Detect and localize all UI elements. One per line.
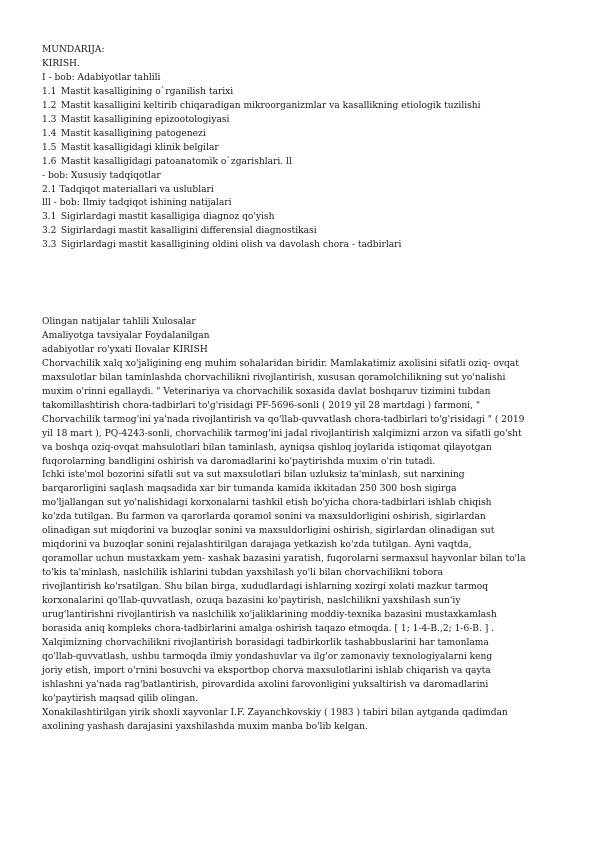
toc-item-number: 1.3 (42, 114, 57, 125)
text-line: va boshqa oziq-ovqat mahsulotlari bilan taminlash, ayniqsa qishloq joylarida istiqomat qilayotgan (42, 442, 492, 453)
toc-item-text: Mastit kasalligidagi patoanatomik o`zgarishlari. ll (60, 156, 292, 167)
text-line: joriy etish, import o'rnini bosuvchi va eksportbop chorva maxsulotlarini ishlab chiqarish va qayta (42, 665, 491, 676)
toc-item-number: 3.3 (42, 240, 57, 251)
text-line: qo'llab-quvvatlash, ushbu tarmoqda ilmiy yondashuvlar va ilg'or zamonaviy texnologiyalarni keng (42, 651, 493, 662)
text-line: Xalqimizning chorvachilikni rivojlantirish borasidagi tadbirkorlik tashabbuslarini har tamonlama (42, 637, 489, 648)
text-line: Xonakilashtirilgan yirik shoxli xayvonlar I.F. Zayanchkovskiy ( 1983 ) tabiri bilan aytganda qadimdan (42, 707, 508, 718)
toc-item-text: Mastit kasalligining epizootologiyasi (60, 114, 230, 125)
text-line: miqdorini va buzoqlar sonini rejalashtirilgan darajaga yetkazish ko'zda tutilgan. Ayni vaqtda, (42, 540, 472, 551)
toc-item-number: 1.1 (42, 86, 57, 97)
text-line: Amaliyotga tavsiyalar Foydalanilgan (42, 330, 210, 341)
text-line: Chorvachilik xalq xo'jaligining eng muhim sohalaridan biridir. Mamlakatimiz axolisini sifatli oziq- ovqat (42, 358, 519, 369)
toc-item (42, 211, 562, 225)
toc-item-text: Mastit kasalligining o`rganilish tarixi (60, 86, 234, 97)
text-line: ko'zda tutilgan. Bu farmon va qarorlarda qoramol sonini va maxsuldorligini oshirish, sigirlardan (42, 512, 486, 523)
toc-item-number: 1.5 (42, 142, 57, 153)
text-line: axolining yashash darajasini yaxshilashda muxim manba bo'lib kelgan. (42, 721, 368, 732)
text-line: mo'ljallangan sut yo'nalishidagi korxonalarni tashkil etish bo'yicha chora-tadbirlari ishlab chiqish (42, 498, 492, 509)
toc-item-text: Mastit kasalligining patogenezi (60, 128, 206, 139)
toc-item-text: Sigirlardagi mastit kasalligiga diagnoz qo'yish (60, 212, 275, 223)
toc-chapter-2-item: 2.1 Tadqiqot materiallari va uslublari (42, 184, 214, 195)
text-line: muxim o'rinni egallaydi. " Veterinariya va chorvachilik soxasida davlat boshqaruv tizimini tubdan (42, 386, 491, 397)
toc-item (42, 128, 562, 142)
text-line: adabiyotlar ro'yxati Ilovalar KIRISH (42, 344, 208, 355)
toc-item-text: Sigirlardagi mastit kasalligini differensial diagnostikasi (60, 226, 317, 237)
text-line: korxonalarini qo'llab-quvvatlash, ozuqa bazasini ko'paytirish, naslchilikni yaxshilash sun'iy (42, 596, 461, 607)
text-line: ishlashni ya'nada rag'batlantirish, pirovardida axolini farovonligini yuksaltirish va daromadlarini (42, 679, 489, 690)
toc-item-number: 3.2 (42, 226, 57, 237)
toc-chapter-3: lll - bob: Ilmiy tadqiqot ishining natijalari (42, 198, 232, 209)
text-line: takomillashtirish chora-tadbirlari to'g'risidagi PF-5696-sonli ( 2019 yil 28 martdagi ) farmoni, " (42, 400, 481, 411)
text-line: fuqorolarning bandligini oshirish va daromadlarini ko'paytirishda muxim o'rin tutadi. (42, 456, 436, 467)
toc-chapter-2: - bob: Xususiy tadqiqotlar (42, 170, 161, 181)
toc-item-text: Mastit kasalligini keltirib chiqaradigan mikroorganizmlar va kasallikning etiologik tuzilishi (60, 100, 481, 111)
toc-item (42, 225, 562, 239)
text-line: urug'lantirishni rivojlantirish va naslchilik xo'jaliklarining moddiy-texnika bazasini mustaxkamlash (42, 610, 497, 621)
text-line: rivojlantirish ko'rsatilgan. Shu bilan birga, xududlardagi ishlarning xozirgi xolati mazkur tarmoq (42, 582, 489, 593)
toc-item-number: 1.4 (42, 128, 57, 139)
toc-item (42, 142, 562, 156)
toc-chapter-1: I - bob: Adabiyotlar tahlili (42, 72, 161, 83)
toc-item (42, 86, 562, 100)
text-line: Chorvachilik tarmog'ini ya'nada rivojlantirish va qo'llab-quvvatlash chora-tadbirlari to'g'risidagi " ( 2019 (42, 414, 525, 425)
text-line: barqarorligini saqlash maqsadida xar bir tumanda kamida ikkitadan 250 300 bosh sigirga (42, 484, 457, 495)
text-line: borasida aniq kompleks chora-tadbirlarini amalga oshirish taqazo etmoqda. [ 1; 1-4-B.,2; 1-6-B. ] . (42, 623, 495, 634)
text-line: Ichki iste'mol bozorini sifatli sut va sut maxsulotlari bilan uzluksiz ta'minlash, sut narxining (42, 470, 465, 481)
table-of-contents (42, 44, 562, 253)
body-text (42, 316, 567, 735)
toc-item (42, 156, 562, 170)
text-line: maxsulotlar bilan taminlashda chorvachilikni rivojlantirish, xususan qoramolchilikning sut yo'nalishi (42, 372, 506, 383)
toc-item (42, 239, 562, 253)
text-line: olinadigan sut miqdorini va buzoqlar sonini va maxsuldorligini oshirish, sigirlardan olinadigan sut (42, 526, 495, 537)
toc-item-text: Sigirlardagi mastit kasalligining oldini olish va davolash chora - tadbirlari (60, 240, 402, 251)
toc-heading: MUNDARIJA: (42, 45, 105, 55)
toc-item-number: 1.2 (42, 100, 57, 111)
text-line: qoramollar uchun mustaxkam yem- xashak bazasini yaratish, fuqorolarni sermaxsul hayvonlar bilan to'la (42, 554, 526, 565)
toc-intro: KIRISH. (42, 58, 80, 69)
toc-item-number: 1.6 (42, 156, 57, 167)
text-line: Olingan natijalar tahlili Xulosalar (42, 317, 196, 327)
text-line: to'kis ta'minlash, naslchilik ishlarini tubdan yaxshilash yo'li bilan chorvachilikni tobora (42, 568, 443, 579)
text-line: ko'paytirish maqsad qilib olingan. (42, 693, 199, 704)
toc-item-text: Mastit kasalligidagi klinik belgilar (60, 142, 219, 153)
toc-item (42, 114, 562, 128)
toc-item-number: 3.1 (42, 212, 57, 223)
toc-item (42, 100, 562, 114)
text-line: yil 18 mart ), PQ-4243-sonli, chorvachilik tarmog'ini jadal rivojlantirish xalqimizni arzon va sifatli go'sht (42, 428, 522, 439)
